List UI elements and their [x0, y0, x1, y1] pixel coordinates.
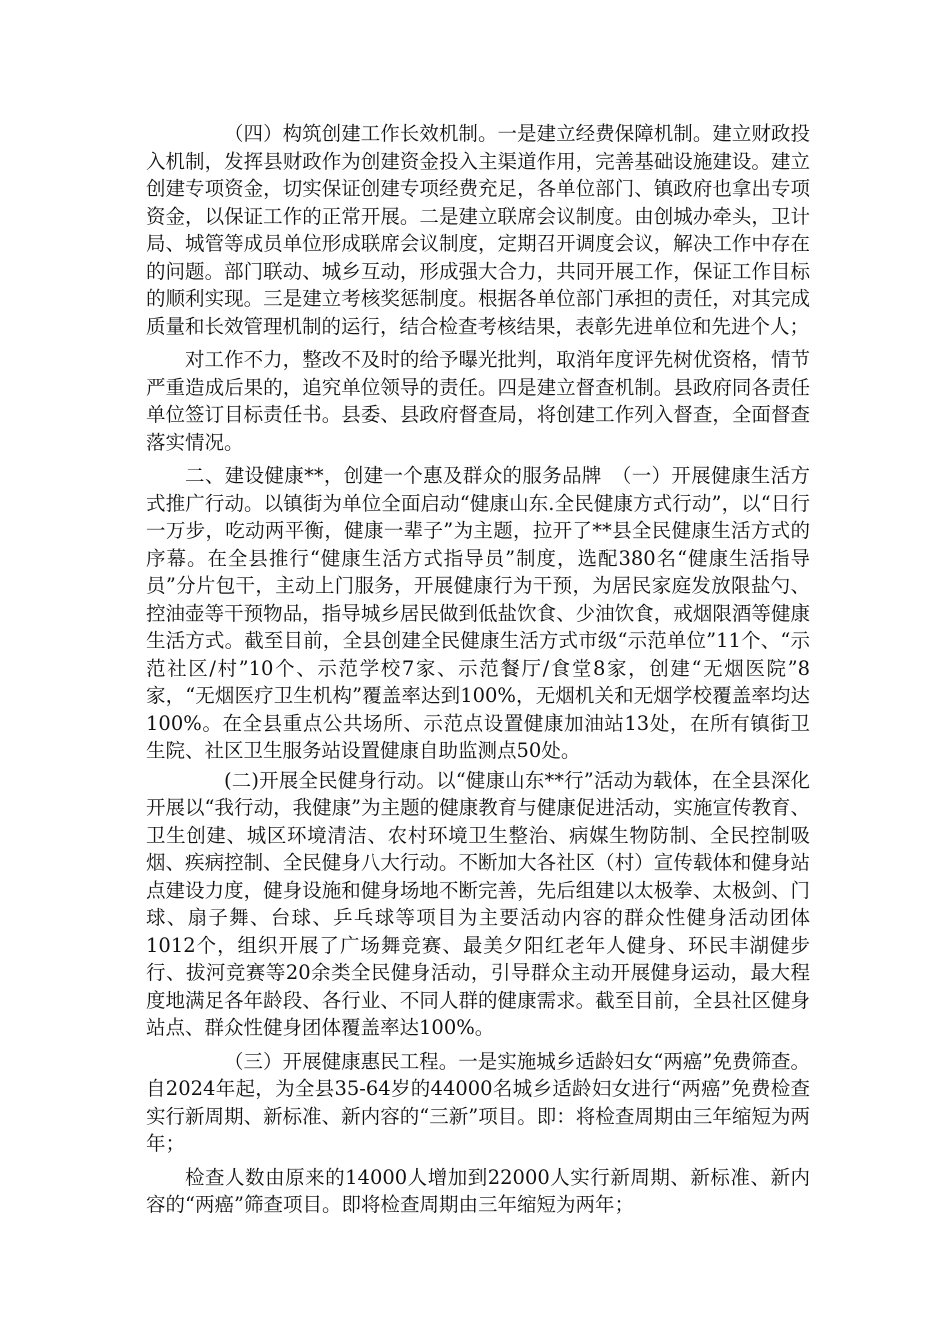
paragraph-healthy-lifestyle: 二、建设健康**，创建一个惠及群众的服务品牌 （一）开展健康生活方式推广行动。以镇街为单位全面启动“健康山东.全民健康方式行动”，以“日行一万步，吃动两平衡，健康一辈子”为主题，拉开了**县全民健康生活方式的序幕。在全县推行“健康生活方式指导员”制度，选配380名“健康生活指导员”分片包干，主动上门服务，开展健康行为干预，为居民家庭发放限盐勺、控油壶等干预物品，指导城乡居民做到低盐饮食、少油饮食，戒烟限酒等健康生活方式。截至目前，全县创建全民健康生活方式市级“示范单位”11个、“示范社区/村”10个、示范学校7家、示范餐厅/食堂8家，创建“无烟医院”8家，“无烟医疗卫生机构”覆盖率达到100%，无烟机关和无烟学校覆盖率均达100%。在全县重点公共场所、示范点设置健康加油站13处，在所有镇街卫生院、社区卫生服务站设置健康自助监测点50处。 — [146, 464, 810, 762]
paragraph-screening-count: 检查人数由原来的14000人增加到22000人实行新周期、新标准、新内容的“两癌”筛查项目。即将检查周期由三年缩短为两年； — [146, 1165, 810, 1216]
document-body — [146, 120, 810, 1225]
paragraph-long-term-mechanism: （四）构筑创建工作长效机制。一是建立经费保障机制。建立财政投入机制，发挥县财政作为创建资金投入主渠道作用，完善基础设施建设。建立创建专项资金，切实保证创建专项经费充足，各单位部门、镇政府也拿出专项资金，以保证工作的正常开展。二是建立联席会议制度。由创城办牵头，卫计局、城管等成员单位形成联席会议制度，定期召开调度会议，解决工作中存在的问题。部门联动、城乡互动，形成强大合力，共同开展工作，保证工作目标的顺利实现。三是建立考核奖惩制度。根据各单位部门承担的责任，对其完成质量和长效管理机制的运行，结合检查考核结果，表彰先进单位和先进个人； — [146, 122, 810, 338]
paragraph-health-benefit: （三）开展健康惠民工程。一是实施城乡适龄妇女“两癌”免费筛查。自2024年起，为全县35-64岁的44000名城乡适龄妇女进行“两癌”免费检查实行新周期、新标准、新内容的“三新”项目。即：将检查周期由三年缩短为两年； — [146, 1049, 810, 1155]
paragraph-accountability: 对工作不力，整改不及时的给予曝光批判，取消年度评先树优资格，情节严重造成后果的，追究单位领导的责任。四是建立督查机制。县政府同各责任单位签订目标责任书。县委、县政府督查局，将创建工作列入督查，全面督查落实情况。 — [146, 348, 810, 454]
paragraph-fitness-action: (二)开展全民健身行动。以“健康山东**行”活动为载体，在全县深化开展以“我行动，我健康”为主题的健康教育与健康促进活动，实施宣传教育、卫生创建、城区环境清洁、农村环境卫生整治、病媒生物防制、全民控制吸烟、疾病控制、全民健身八大行动。不断加大各社区（村）宣传载体和健身站点建设力度，健身设施和健身场地不断完善，先后组建以太极拳、太极剑、门球、扇子舞、台球、乒乓球等项目为主要活动内容的群众性健身活动团体1012个，组织开展了广场舞竞赛、最美夕阳红老年人健身、环民丰湖健步行、拔河竞赛等20余类全民健身活动，引导群众主动开展健身运动，最大程度地满足各年龄段、各行业、不同人群的健康需求。截至目前，全县社区健身站点、群众性健身团体覆盖率达100%。 — [146, 768, 810, 1039]
